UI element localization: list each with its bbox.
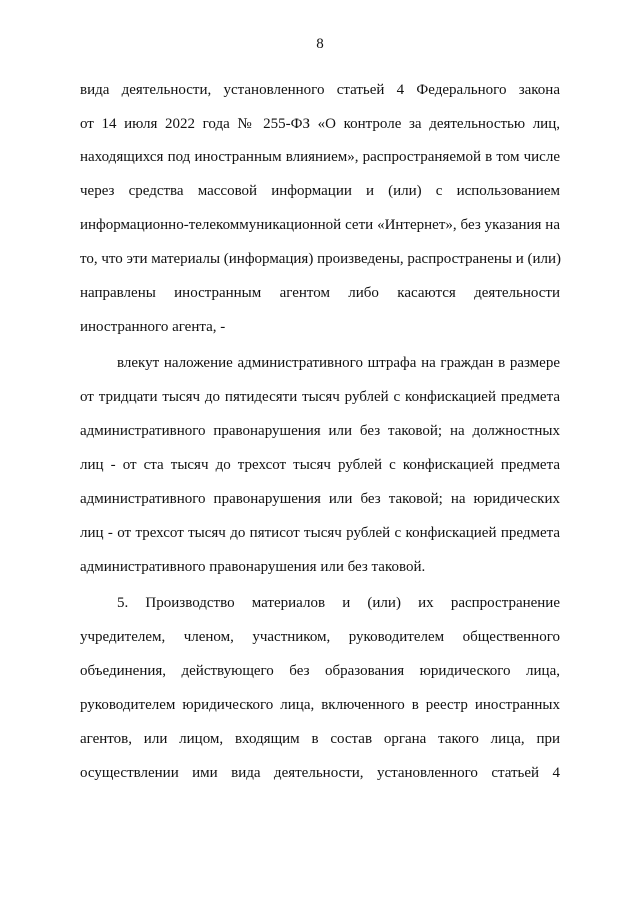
text-line: административного правонарушения или без таковой. <box>80 559 426 575</box>
text-line: лиц - от трехсот тысяч до пятисот тысяч рублей с конфискацией предмета <box>80 525 560 541</box>
text-line: находящихся под иностранным влиянием», распространяемой в том числе <box>80 149 560 165</box>
text-line: влекут наложение административного штрафа на граждан в размере <box>117 355 560 371</box>
text-line: от тридцати тысяч до пятидесяти тысяч рублей с конфискацией предмета <box>80 389 560 405</box>
text-line: 5. Производство материалов и (или) их распространение <box>117 595 560 611</box>
text-line: объединения, действующего без образования юридического лица, <box>80 663 560 679</box>
text-line: от 14 июля 2022 года № 255-ФЗ «О контроле за деятельностью лиц, <box>80 116 560 132</box>
text-line: административного правонарушения или без таковой; на юридических <box>80 491 560 507</box>
text-line: через средства массовой информации и (или) с использованием <box>80 183 560 199</box>
text-line: руководителем юридического лица, включенного в реестр иностранных <box>80 697 560 713</box>
text-line: административного правонарушения или без таковой; на должностных <box>80 423 560 439</box>
text-line: агентов, или лицом, входящим в состав органа такого лица, при <box>80 731 560 747</box>
text-line: информационно-телекоммуникационной сети «Интернет», без указания на <box>80 217 560 233</box>
page-number: 8 <box>316 36 324 52</box>
text-line: то, что эти материалы (информация) произведены, распространены и (или) <box>80 251 562 267</box>
text-line: направлены иностранным агентом либо касаются деятельности <box>80 285 560 301</box>
text-line: вида деятельности, установленного статьей 4 Федерального закона <box>80 82 560 98</box>
text-line: иностранного агента, - <box>80 319 226 335</box>
text-line: осуществлении ими вида деятельности, установленного статьей 4 <box>80 765 560 781</box>
text-line: учредителем, членом, участником, руководителем общественного <box>80 629 560 645</box>
text-line: лиц - от ста тысяч до трехсот тысяч рублей с конфискацией предмета <box>80 457 560 473</box>
